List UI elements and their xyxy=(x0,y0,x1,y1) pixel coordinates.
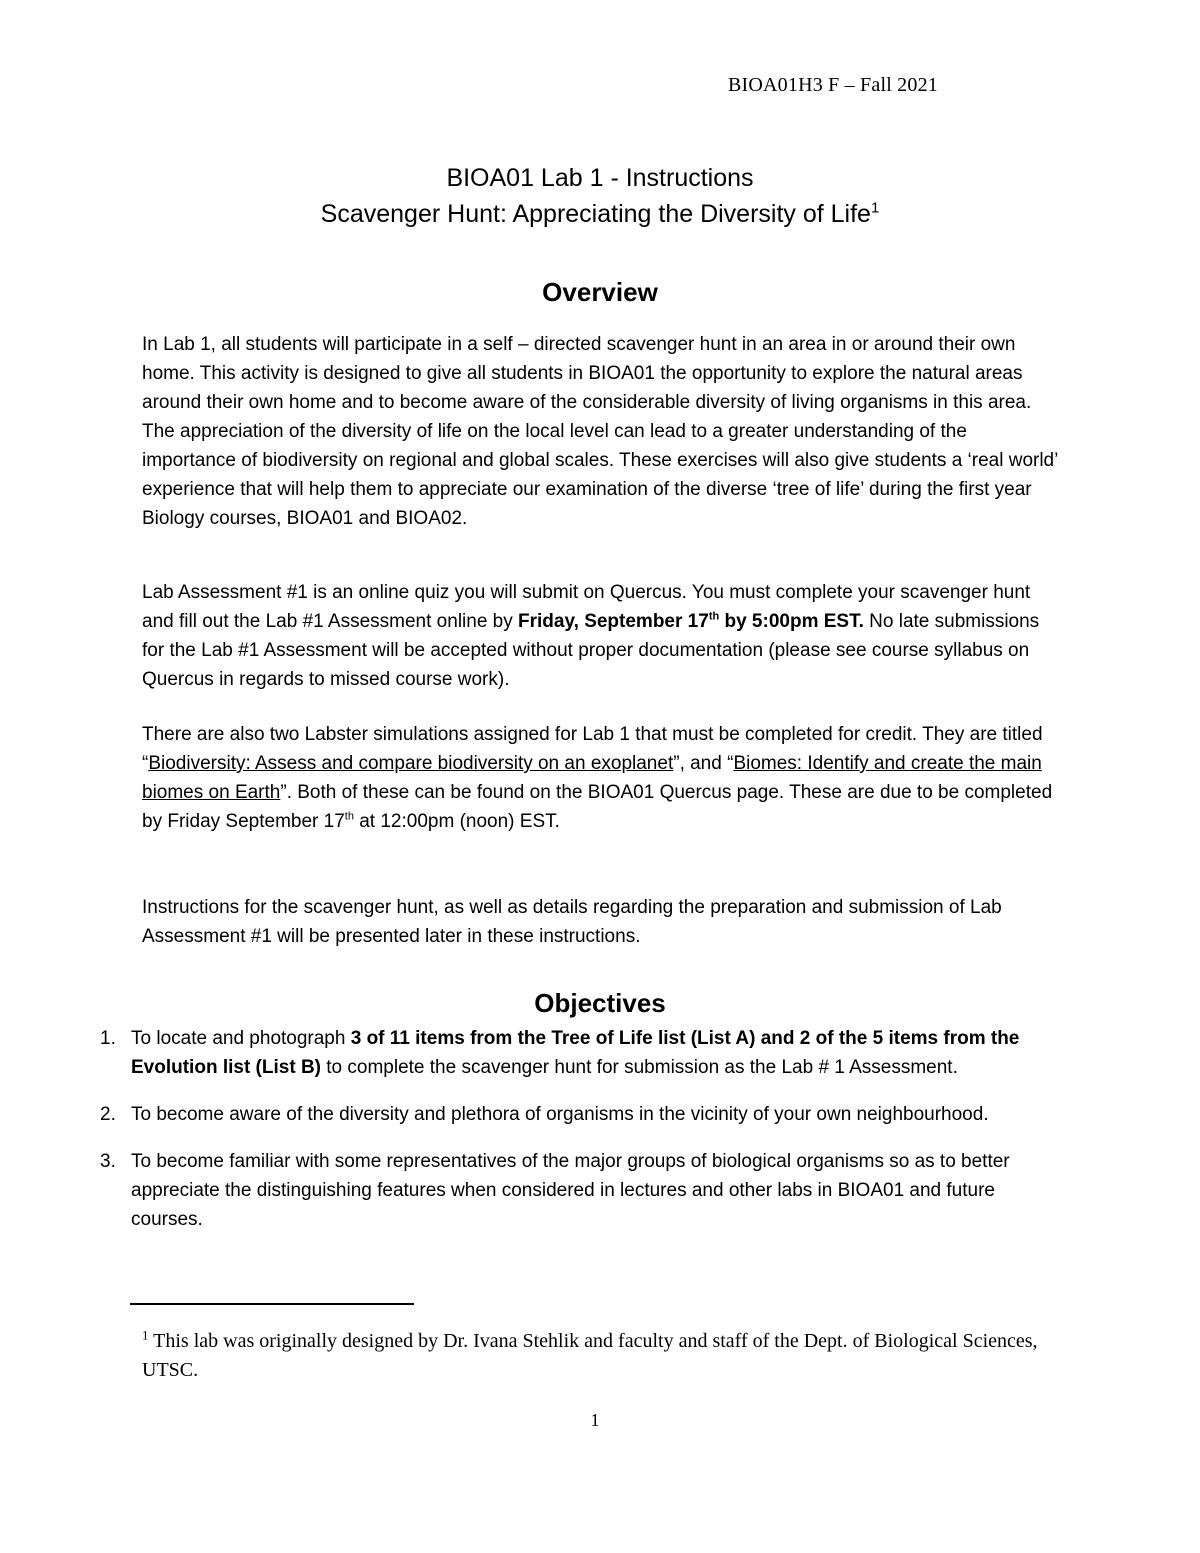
para3-conjunction: , and xyxy=(679,753,728,774)
objective-number: 2. xyxy=(100,1104,116,1125)
objective-item xyxy=(100,1024,1060,1082)
document-title xyxy=(0,160,1200,196)
objectives-heading: Objectives xyxy=(534,988,666,1018)
objective-number: 3. xyxy=(100,1151,116,1172)
para2-policy-text: No late submissions for the Lab #1 Assessment will be accepted without proper documentation (please see course syllabus on Quercus in regards to missed course work). xyxy=(142,611,1040,690)
objective-text: To become familiar with some representatives of the major groups of biological organisms so as to better appreciate the distinguishing features when considered in lectures and other labs in BIOA01 and future courses. xyxy=(131,1151,1010,1230)
objective-item xyxy=(100,1100,1060,1129)
overview-paragraph-1: In Lab 1, all students will participate in a self – directed scavenger hunt in an area in or around their own home. This activity is designed to give all students in BIOA01 the opportunity to explore the natural areas around their own home and to become aware of the considerable diversity of living organisms in this area. The appreciation of the diversity of life on the local level can lead to a greater understanding of the importance of biodiversity on regional and global scales. These exercises will also give students a ‘real world’ experience that will help them to appreciate our examination of the diverse ‘tree of life’ during the first year Biology courses, BIOA01 and BIOA02. xyxy=(142,334,1058,529)
due-date-suffix: th xyxy=(344,810,354,823)
overview-paragraph-2 xyxy=(142,578,1062,694)
objective-text-start: To locate and photograph xyxy=(131,1028,351,1049)
running-header: BIOA01H3 F – Fall 2021 xyxy=(728,74,938,96)
footnote-reference: 1 xyxy=(870,199,880,217)
footnote-separator xyxy=(130,1303,414,1305)
objective-text xyxy=(131,1024,1060,1082)
quote-close: ” xyxy=(280,782,287,803)
objective-number: 1. xyxy=(100,1028,116,1049)
para3-text: There are also two Labster simulations assigned for Lab 1 that must be completed for credit. They are titled xyxy=(142,724,1043,745)
footnote xyxy=(142,1327,1042,1385)
objective-text-end: to complete the scavenger hunt for submission as the Lab # 1 Assessment. xyxy=(321,1057,958,1078)
subtitle-text: Scavenger Hunt: Appreciating the Diversity of Life xyxy=(320,200,871,228)
objective-item xyxy=(100,1147,1060,1234)
objective-text: To become aware of the diversity and plethora of organisms in the vicinity of your own neighbourhood. xyxy=(131,1104,989,1125)
page-number: 1 xyxy=(590,1410,600,1430)
footnote-text: This lab was originally designed by Dr. Ivana Stehlik and faculty and staff of the Dept. of Biological Sciences, UTSC. xyxy=(142,1330,1038,1381)
para2-text: Lab Assessment #1 is an online quiz you will submit on Quercus. You must complete your scavenger hunt and fill out the Lab #1 Assessment online by xyxy=(142,582,1031,632)
para3-due-time: at 12:00pm (noon) EST. xyxy=(353,811,560,832)
overview-heading: Overview xyxy=(542,277,658,307)
overview-paragraph-4: Instructions for the scavenger hunt, as well as details regarding the preparation and submission of Lab Assessment #1 will be presented later in these instructions. xyxy=(142,897,1002,947)
document-subtitle xyxy=(0,196,1200,232)
quote-close: ” xyxy=(673,753,680,774)
deadline-date: Friday, September 17 xyxy=(518,611,709,632)
title-block xyxy=(0,160,1200,232)
deadline-time: by 5:00pm EST. xyxy=(719,611,864,632)
overview-paragraph-3 xyxy=(142,720,1062,836)
quote-open: “ xyxy=(142,753,149,774)
title-text: BIOA01 Lab 1 - Instructions xyxy=(446,164,754,192)
objective-item-counts: 3 of 11 items from the Tree of Life list (List A) and 2 of the 5 items from the Evolution list (List B) xyxy=(131,1028,1020,1078)
footnote-mark: 1 xyxy=(142,1327,149,1343)
para3-location-text: . Both of these can be found on the BIOA01 Quercus page. These are due to be completed by Friday September 17 xyxy=(142,782,1053,832)
simulation-title-biomes: Biomes: Identify and create the main biomes on Earth xyxy=(142,753,1042,803)
deadline-suffix: th xyxy=(708,610,720,623)
quote-open: “ xyxy=(727,753,734,774)
simulation-title-biodiversity: Biodiversity: Assess and compare biodiversity on an exoplanet xyxy=(148,753,674,774)
objectives-list xyxy=(100,1024,1060,1252)
